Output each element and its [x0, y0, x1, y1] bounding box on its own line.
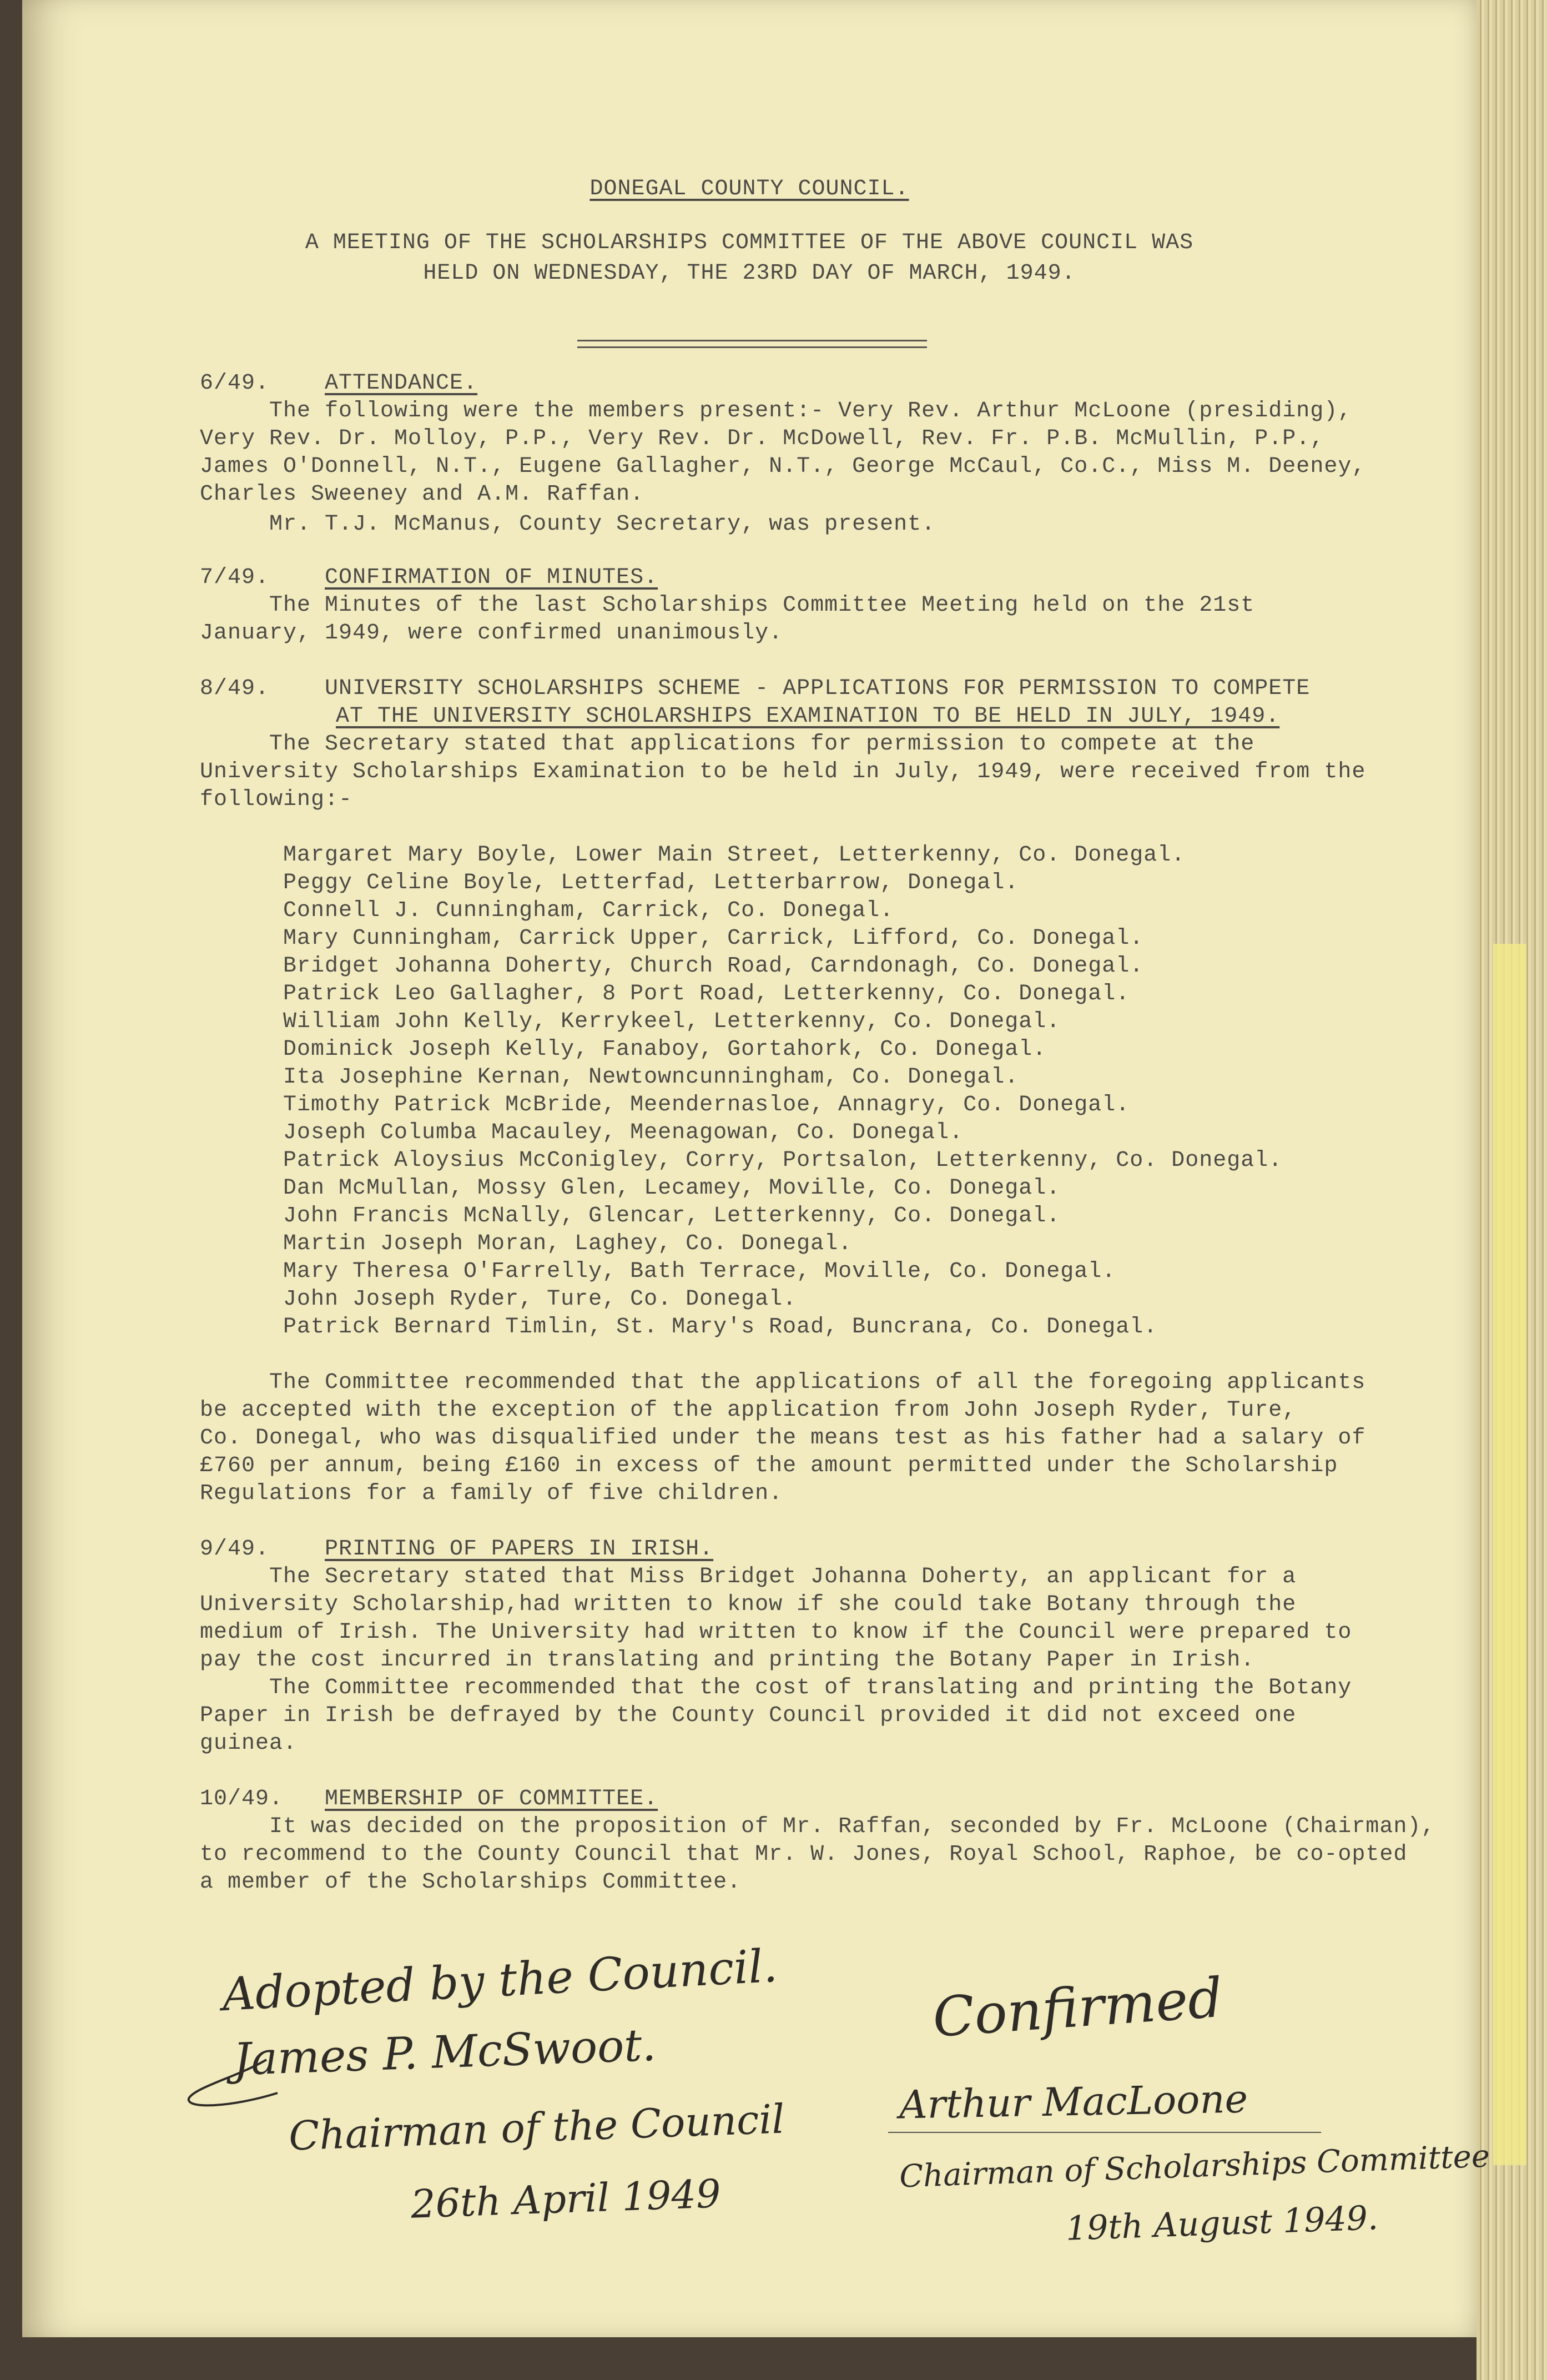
- applicant-list-item: Connell J. Cunningham, Carrick, Co. Donegal.: [283, 898, 894, 923]
- confirmed-note: Confirmed: [930, 1966, 1225, 2050]
- text-line: Regulations for a family of five children.: [200, 1481, 783, 1506]
- text-line: January, 1949, were confirmed unanimously.: [200, 621, 783, 646]
- separator-rule-2: [577, 346, 927, 348]
- item-heading-line-2: AT THE UNIVERSITY SCHOLARSHIPS EXAMINATION TO BE HELD IN JULY, 1949.: [336, 704, 1280, 729]
- intro-line-2: HELD ON WEDNESDAY, THE 23RD DAY OF MARCH, 1949.: [423, 261, 1076, 286]
- text-line: The Committee recommended that the cost of translating and printing the Botany: [269, 1675, 1352, 1700]
- text-line: Mr. T.J. McManus, County Secretary, was present.: [269, 512, 936, 537]
- text-line: University Scholarship,had written to know if she could take Botany through the: [200, 1592, 1297, 1617]
- intro-line-1: A MEETING OF THE SCHOLARSHIPS COMMITTEE OF THE ABOVE COUNCIL WAS: [305, 230, 1194, 255]
- yellow-page-marker: [1493, 944, 1526, 2165]
- applicant-list-item: Mary Cunningham, Carrick Upper, Carrick, Lifford, Co. Donegal.: [283, 926, 1144, 951]
- text-line: Very Rev. Dr. Molloy, P.P., Very Rev. Dr. McDowell, Rev. Fr. P.B. McMullin, P.P.,: [200, 426, 1324, 451]
- item-number: 6/49.: [200, 371, 270, 396]
- text-line: The Minutes of the last Scholarships Committee Meeting held on the 21st: [269, 593, 1255, 618]
- text-line: Charles Sweeney and A.M. Raffan.: [200, 482, 644, 507]
- text-line: Paper in Irish be defrayed by the County Council provided it did not exceed one: [200, 1703, 1297, 1728]
- applicant-list-item: Margaret Mary Boyle, Lower Main Street, Letterkenny, Co. Donegal.: [283, 843, 1186, 868]
- text-line: The Committee recommended that the applications of all the foregoing applicants: [269, 1370, 1366, 1395]
- item-heading: MEMBERSHIP OF COMMITTEE.: [325, 1787, 658, 1812]
- text-line: Co. Donegal, who was disqualified under the means test as his father had a salary of: [200, 1426, 1366, 1451]
- item-heading-line-1: UNIVERSITY SCHOLARSHIPS SCHEME - APPLICATIONS FOR PERMISSION TO COMPETE: [325, 676, 1311, 701]
- document-title: DONEGAL COUNTY COUNCIL.: [589, 177, 909, 202]
- item-number: 8/49.: [200, 676, 270, 701]
- text-line: The Secretary stated that applications for permission to compete at the: [269, 732, 1255, 757]
- signature-flourish: [183, 2054, 283, 2121]
- applicant-list-item: Patrick Aloysius McConigley, Corry, Portsalon, Letterkenny, Co. Donegal.: [283, 1148, 1283, 1173]
- committee-chairman-signature: Arthur MacLoone: [899, 2076, 1248, 2128]
- council-chairman-signature: James P. McSwoot.: [232, 2019, 657, 2086]
- applicant-list-item: Ita Josephine Kernan, Newtowncunningham, Co. Donegal.: [283, 1065, 1019, 1090]
- applicant-list-item: William John Kelly, Kerrykeel, Letterkenny, Co. Donegal.: [283, 1009, 1061, 1034]
- applicant-list-item: Mary Theresa O'Farrelly, Bath Terrace, Moville, Co. Donegal.: [283, 1259, 1116, 1284]
- text-line: medium of Irish. The University had written to know if the Council were prepared to: [200, 1620, 1352, 1645]
- minutes-content: [22, 0, 1491, 2337]
- applicant-list-item: Timothy Patrick McBride, Meendernasloe, Annagry, Co. Donegal.: [283, 1093, 1130, 1118]
- text-line: It was decided on the proposition of Mr. Raffan, seconded by Fr. McLoone (Chairman),: [269, 1814, 1435, 1839]
- text-line: to recommend to the County Council that Mr. W. Jones, Royal School, Raphoe, be co-opted: [200, 1842, 1408, 1867]
- text-line: £760 per annum, being £160 in excess of the amount permitted under the Scholarship: [200, 1453, 1338, 1478]
- text-line: James O'Donnell, N.T., Eugene Gallagher, N.T., George McCaul, Co.C., Miss M. Deeney,: [200, 454, 1366, 479]
- text-line: The following were the members present:- Very Rev. Arthur McLoone (presiding),: [269, 399, 1352, 424]
- applicant-list-item: Martin Joseph Moran, Laghey, Co. Donegal.: [283, 1231, 853, 1256]
- separator-rule-1: [577, 340, 927, 341]
- item-heading: ATTENDANCE.: [325, 371, 478, 396]
- text-line: be accepted with the exception of the application from John Joseph Ryder, Ture,: [200, 1398, 1297, 1423]
- item-heading: CONFIRMATION OF MINUTES.: [325, 565, 658, 590]
- committee-chairman-role: Chairman of Scholarships Committee: [899, 2138, 1491, 2195]
- text-line: a member of the Scholarships Committee.: [200, 1870, 742, 1895]
- item-heading: PRINTING OF PAPERS IN IRISH.: [325, 1537, 714, 1562]
- text-line: following:-: [200, 787, 353, 812]
- applicant-list-item: Patrick Bernard Timlin, St. Mary's Road, Buncrana, Co. Donegal.: [283, 1315, 1158, 1340]
- text-line: pay the cost incurred in translating and printing the Botany Paper in Irish.: [200, 1648, 1255, 1673]
- text-line: The Secretary stated that Miss Bridget Johanna Doherty, an applicant for a: [269, 1564, 1297, 1589]
- committee-confirmation-date: 19th August 1949.: [1065, 2198, 1379, 2248]
- applicant-list-item: Dominick Joseph Kelly, Fanaboy, Gortahork, Co. Donegal.: [283, 1037, 1047, 1062]
- council-adoption-date: 26th April 1949: [410, 2171, 722, 2227]
- applicant-list-item: Peggy Celine Boyle, Letterfad, Letterbarrow, Donegal.: [283, 871, 1019, 895]
- signature-line: [888, 2132, 1321, 2133]
- item-number: 7/49.: [200, 565, 270, 590]
- applicant-list-item: Bridget Johanna Doherty, Church Road, Carndonagh, Co. Donegal.: [283, 954, 1144, 979]
- applicant-list-item: John Francis McNally, Glencar, Letterkenny, Co. Donegal.: [283, 1204, 1061, 1229]
- applicant-list-item: Patrick Leo Gallagher, 8 Port Road, Letterkenny, Co. Donegal.: [283, 982, 1130, 1007]
- applicant-list-item: Joseph Columba Macauley, Meenagowan, Co. Donegal.: [283, 1120, 964, 1145]
- text-line: guinea.: [200, 1731, 298, 1756]
- document-page: [22, 0, 1491, 2337]
- council-chairman-role: Chairman of the Council: [288, 2095, 785, 2160]
- text-line: University Scholarships Examination to be held in July, 1949, were received from the: [200, 759, 1366, 784]
- item-number: 9/49.: [200, 1537, 270, 1562]
- applicant-list-item: Dan McMullan, Mossy Glen, Lecamey, Moville, Co. Donegal.: [283, 1176, 1061, 1201]
- applicant-list-item: John Joseph Ryder, Ture, Co. Donegal.: [283, 1287, 797, 1312]
- item-number: 10/49.: [200, 1787, 284, 1812]
- adopted-note: Adopted by the Council.: [221, 1939, 779, 2022]
